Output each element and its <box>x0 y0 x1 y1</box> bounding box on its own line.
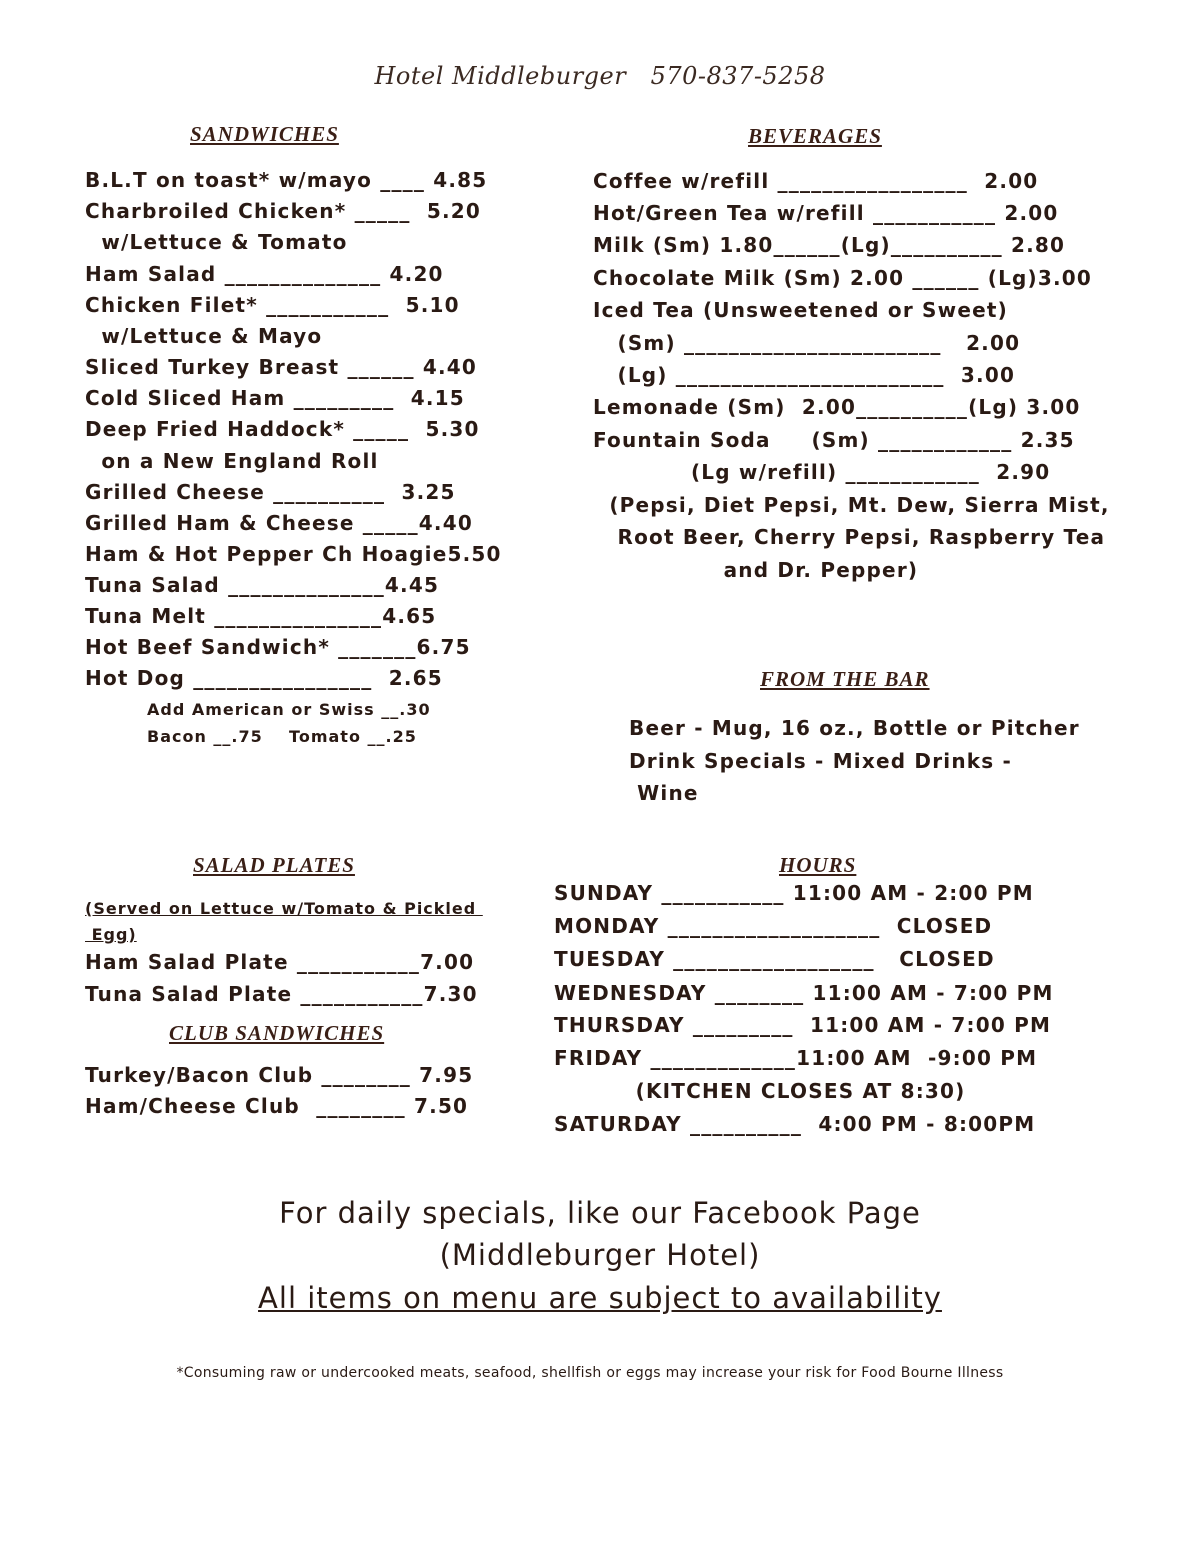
menu-line: and Dr. Pepper) <box>593 558 919 582</box>
menu-line: Chocolate Milk (Sm) 2.00 ______ (Lg)3.00 <box>593 266 1093 290</box>
food-safety-disclaimer: *Consuming raw or undercooked meats, seafood, shellfish or eggs may increase your risk for Food Bourne Illness <box>176 1365 1004 1381</box>
hours-line: TUESDAY __________________ CLOSED <box>554 947 995 971</box>
menu-line: Milk (Sm) 1.80______(Lg)__________ 2.80 <box>593 233 1066 257</box>
menu-line: Turkey/Bacon Club ________ 7.95 <box>85 1063 474 1087</box>
menu-line: (Lg w/refill) ____________ 2.90 <box>593 460 1051 484</box>
menu-line: Hot Beef Sandwich* _______6.75 <box>85 635 471 659</box>
addon-line: Add American or Swiss __.30 <box>147 700 431 719</box>
footer-page-name: (Middleburger Hotel) <box>439 1238 761 1272</box>
menu-line: B.L.T on toast* w/mayo ____ 4.85 <box>85 168 488 192</box>
menu-line: (Sm) _______________________ 2.00 <box>593 331 1021 355</box>
hours-line: (KITCHEN CLOSES AT 8:30) <box>554 1079 966 1103</box>
salad-note: (Served on Lettuce w/Tomato & Pickled <box>85 899 483 918</box>
menu-line: Cold Sliced Ham _________ 4.15 <box>85 386 465 410</box>
bar-title: FROM THE BAR <box>760 667 930 691</box>
menu-line: w/Lettuce & Tomato <box>85 230 348 254</box>
beverages-title: BEVERAGES <box>748 124 882 148</box>
hours-title: HOURS <box>779 853 857 877</box>
menu-line: Deep Fried Haddock* _____ 5.30 <box>85 417 480 441</box>
salad-note: Egg) <box>85 925 137 944</box>
menu-line: Hot Dog ________________ 2.65 <box>85 666 443 690</box>
menu-line: on a New England Roll <box>85 449 379 473</box>
menu-line: Tuna Salad ______________4.45 <box>85 573 440 597</box>
footer-availability: All items on menu are subject to availability <box>258 1281 942 1315</box>
menu-line: Grilled Ham & Cheese _____4.40 <box>85 511 473 535</box>
menu-line: Drink Specials - Mixed Drinks - <box>629 749 1013 773</box>
hours-line: SUNDAY ___________ 11:00 AM - 2:00 PM <box>554 881 1034 905</box>
menu-line: Lemonade (Sm) 2.00__________(Lg) 3.00 <box>593 395 1081 419</box>
menu-line: Charbroiled Chicken* _____ 5.20 <box>85 199 482 223</box>
menu-line: Beer - Mug, 16 oz., Bottle or Pitcher <box>629 716 1080 740</box>
menu-line: w/Lettuce & Mayo <box>85 324 323 348</box>
menu-line: Coffee w/refill _________________ 2.00 <box>593 169 1039 193</box>
menu-line: Ham & Hot Pepper Ch Hoagie5.50 <box>85 542 502 566</box>
menu-line: Ham/Cheese Club ________ 7.50 <box>85 1094 469 1118</box>
hours-line: SATURDAY __________ 4:00 PM - 8:00PM <box>554 1112 1036 1136</box>
menu-line: Chicken Filet* ___________ 5.10 <box>85 293 460 317</box>
restaurant-header: Hotel Middleburger 570-837-5258 <box>374 62 826 90</box>
menu-line: Tuna Melt _______________4.65 <box>85 604 437 628</box>
footer-facebook: For daily specials, like our Facebook Page <box>279 1196 921 1230</box>
menu-line: Grilled Cheese __________ 3.25 <box>85 480 456 504</box>
salad-plates-title: SALAD PLATES <box>193 853 355 877</box>
hours-line: MONDAY ___________________ CLOSED <box>554 914 993 938</box>
menu-line: (Lg) ________________________ 3.00 <box>593 363 1016 387</box>
club-sandwiches-title: CLUB SANDWICHES <box>169 1021 385 1045</box>
menu-line: Iced Tea (Unsweetened or Sweet) <box>593 298 1008 322</box>
menu-line: Sliced Turkey Breast ______ 4.40 <box>85 355 477 379</box>
hours-line: THURSDAY _________ 11:00 AM - 7:00 PM <box>554 1013 1052 1037</box>
menu-line: Hot/Green Tea w/refill ___________ 2.00 <box>593 201 1059 225</box>
menu-line: (Pepsi, Diet Pepsi, Mt. Dew, Sierra Mist, <box>593 493 1110 517</box>
menu-line: Ham Salad Plate ___________7.00 <box>85 950 475 974</box>
sandwiches-title: SANDWICHES <box>190 122 339 146</box>
menu-line: Ham Salad ______________ 4.20 <box>85 262 444 286</box>
menu-line: Root Beer, Cherry Pepsi, Raspberry Tea <box>593 525 1106 549</box>
menu-line: Fountain Soda (Sm) ____________ 2.35 <box>593 428 1075 452</box>
hours-line: WEDNESDAY ________ 11:00 AM - 7:00 PM <box>554 981 1054 1005</box>
addon-line: Bacon __.75 Tomato __.25 <box>147 727 417 746</box>
hours-line: FRIDAY _____________11:00 AM -9:00 PM <box>554 1046 1038 1070</box>
menu-line: Wine <box>629 781 699 805</box>
menu-line: Tuna Salad Plate ___________7.30 <box>85 982 478 1006</box>
